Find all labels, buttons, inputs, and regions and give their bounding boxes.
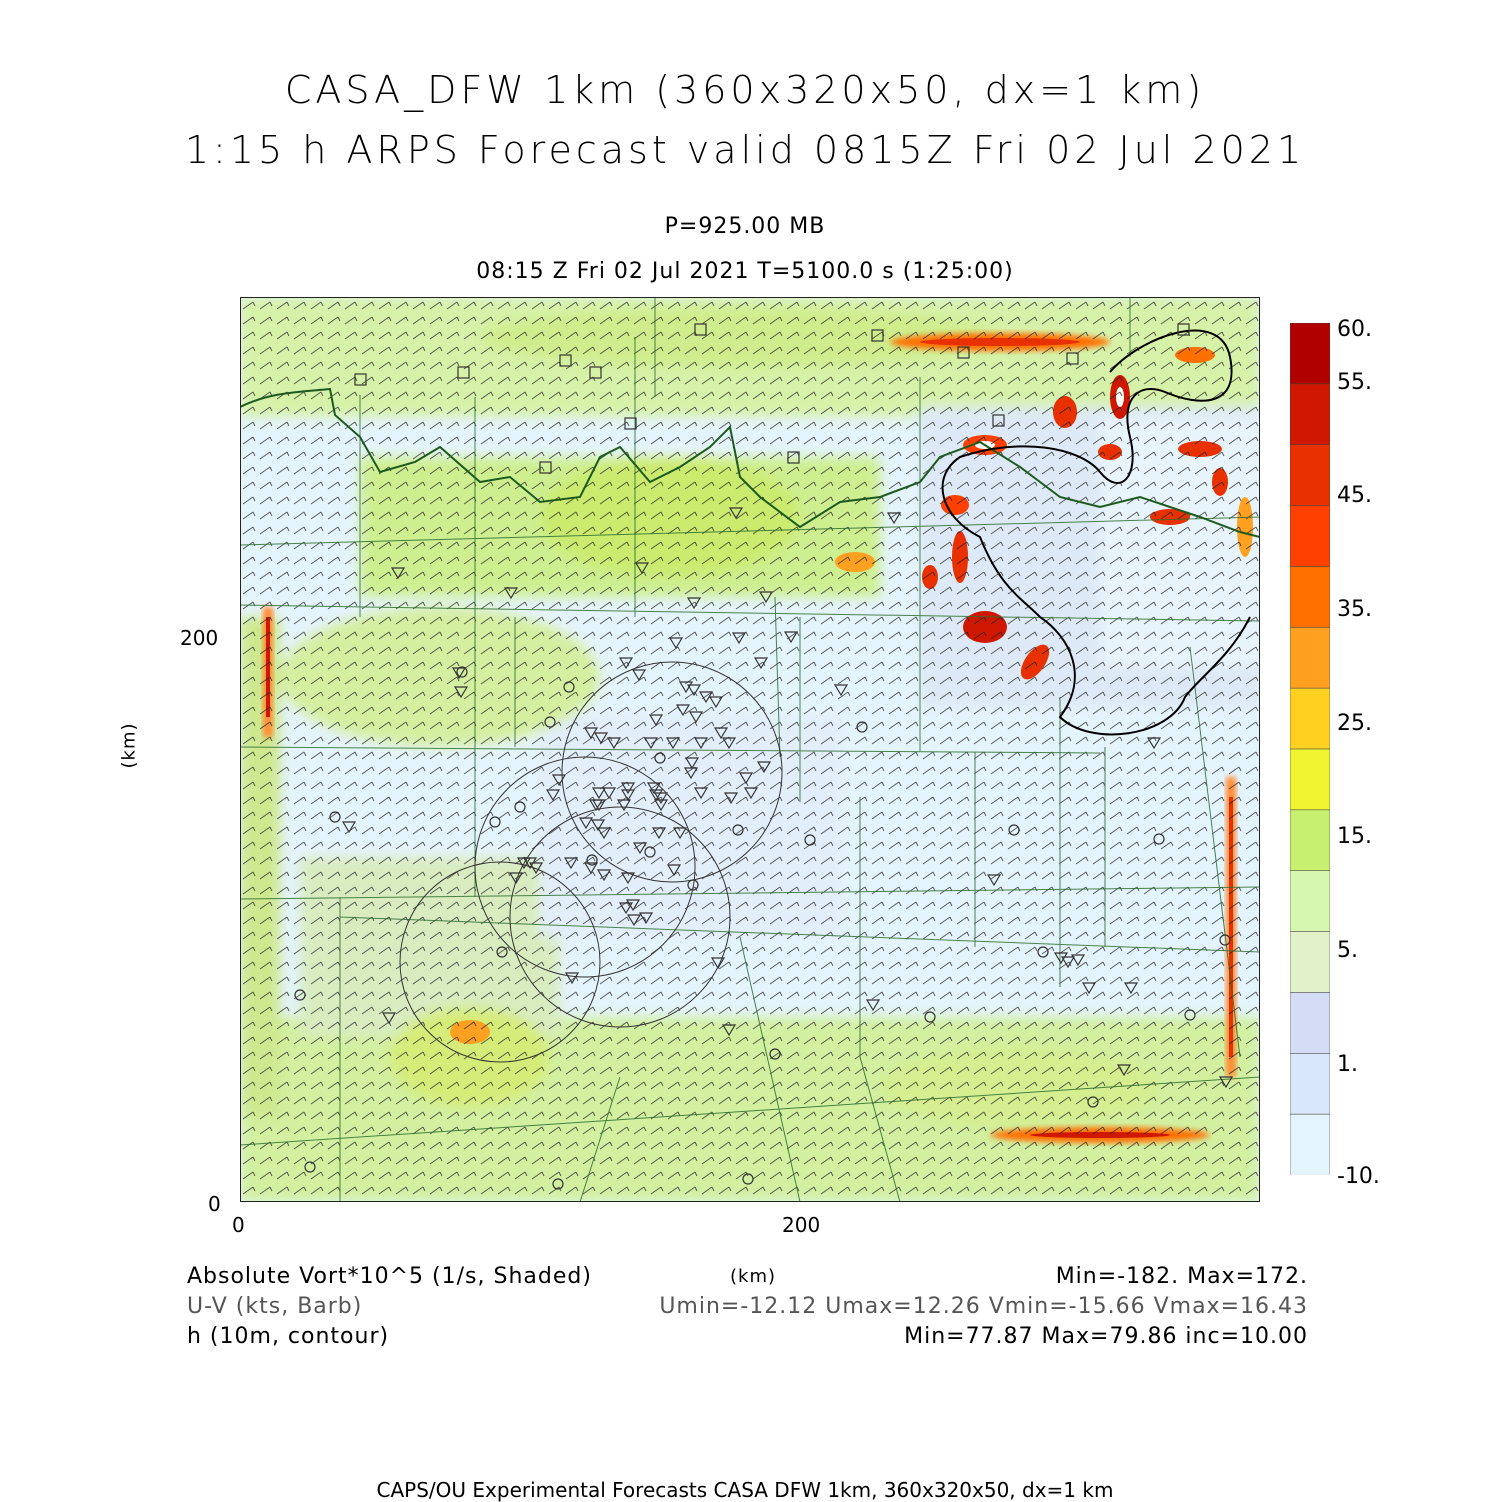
x-tick-200: 200 [782,1213,821,1237]
x-axis-label: (km) [730,1266,777,1287]
plot-title-line2: 1:15 h ARPS Forecast valid 0815Z Fri 02 Jul 2021 [184,128,1306,172]
colorbar-swatch [1290,688,1330,749]
legend-field-wind: U-V (kts, Barb) [187,1294,363,1319]
legend-field-height: h (10m, contour) [187,1324,390,1349]
colorbar-label-minus10: -10. [1337,1164,1380,1189]
colorbar-swatch [1290,566,1330,627]
colorbar [1290,323,1330,1175]
colorbar-swatch [1290,1114,1330,1175]
colorbar-swatch [1290,323,1330,384]
plot-title-line1: CASA_DFW 1km (360x320x50, dx=1 km) [284,68,1206,112]
pressure-level-label: P=925.00 MB [664,214,826,239]
footer-credit: CAPS/OU Experimental Forecasts CASA DFW 1km, 360x320x50, dx=1 km [376,1478,1114,1502]
colorbar-label-15: 15. [1337,824,1372,849]
colorbar-label-5: 5. [1337,938,1358,963]
colorbar-label-25: 25. [1337,711,1372,736]
colorbar-label-1: 1. [1337,1052,1358,1077]
y-axis-label: (km) [118,722,140,769]
legend-field-vorticity: Absolute Vort*10^5 (1/s, Shaded) [187,1264,592,1289]
y-tick-200: 200 [180,626,219,650]
colorbar-label-45: 45. [1337,483,1372,508]
colorbar-swatch [1290,992,1330,1053]
wind-barbs [240,297,1260,1202]
colorbar-swatch [1290,1053,1330,1114]
colorbar-swatch [1290,384,1330,445]
colorbar-label-55: 55. [1337,370,1372,395]
colorbar-label-35: 35. [1337,597,1372,622]
x-tick-0: 0 [232,1213,245,1237]
y-tick-0: 0 [208,1192,221,1216]
colorbar-swatch [1290,871,1330,932]
valid-time-label: 08:15 Z Fri 02 Jul 2021 T=5100.0 s (1:25:00) [476,259,1014,284]
colorbar-swatch [1290,627,1330,688]
colorbar-swatch [1290,445,1330,506]
colorbar-swatch [1290,749,1330,810]
colorbar-label-60: 60. [1337,317,1372,342]
forecast-map [240,297,1260,1202]
legend-stats-wind: Umin=-12.12 Umax=12.26 Vmin=-15.66 Vmax=16.43 [659,1294,1308,1319]
legend-stats-vorticity: Min=-182. Max=172. [1055,1264,1308,1289]
colorbar-swatch [1290,932,1330,993]
colorbar-swatch [1290,506,1330,567]
legend-stats-height: Min=77.87 Max=79.86 inc=10.00 [904,1324,1308,1349]
colorbar-swatch [1290,810,1330,871]
